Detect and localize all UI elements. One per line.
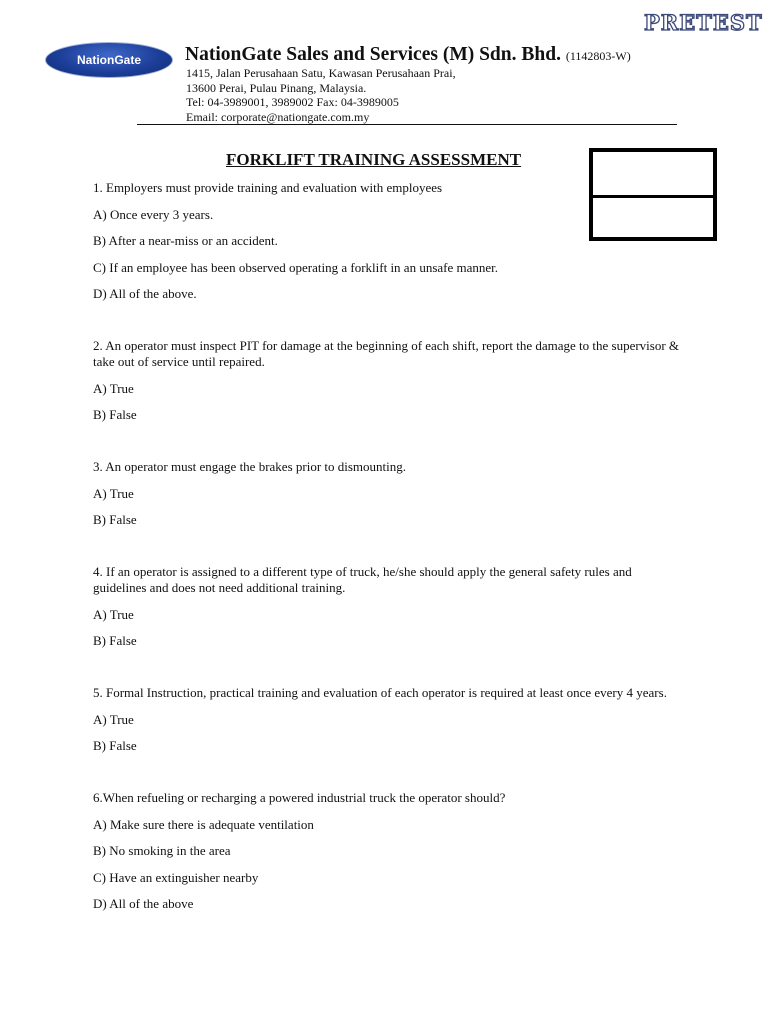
company-address [186, 66, 456, 124]
question-5 [93, 685, 683, 754]
email-line: Email: corporate@nationgate.com.my [186, 109, 370, 124]
pretest-stamp: PRETEST [644, 10, 763, 35]
answer-option: B) No smoking in the area [93, 843, 231, 858]
question-3 [93, 459, 683, 528]
answer-option: A) True [93, 380, 134, 396]
answer-option: A) Once every 3 years. [93, 206, 214, 222]
answer-option: C) If an employee has been observed operating a forklift in an unsafe manner. [93, 259, 499, 275]
answer-option: B) False [93, 512, 137, 527]
question-text: 2. An operator must inspect PIT for damage at the beginning of each shift, report the damage to the supervisor & take out of service until repaired. [93, 338, 680, 369]
company-name: NationGate Sales and Services (M) Sdn. Bhd. [185, 44, 561, 65]
company-name-line [185, 44, 631, 66]
question-6 [93, 790, 683, 912]
question-list [93, 180, 683, 923]
question-text: 4. If an operator is assigned to a different type of truck, he/she should apply the general safety rules and guidelines and does not need additional training. [93, 564, 632, 595]
answer-option: B) False [93, 633, 137, 648]
address-line: 13600 Perai, Pulau Pinang, Malaysia. [186, 80, 367, 95]
question-text: 3. An operator must engage the brakes prior to dismounting. [93, 459, 407, 474]
question-text: 6.When refueling or recharging a powered industrial truck the operator should? [93, 790, 506, 805]
answer-option: A) True [93, 606, 134, 622]
question-1 [93, 180, 683, 302]
answer-option: B) After a near-miss or an accident. [93, 233, 278, 248]
answer-option: A) Make sure there is adequate ventilation [93, 816, 314, 832]
question-2 [93, 338, 683, 423]
answer-option: A) True [93, 485, 134, 501]
answer-option: D) All of the above. [93, 286, 197, 301]
answer-option: C) Have an extinguisher nearby [93, 869, 259, 885]
question-4 [93, 564, 683, 649]
header-divider [137, 124, 677, 125]
answer-option: D) All of the above [93, 896, 194, 911]
phone-fax-line: Tel: 04-3989001, 3989002 Fax: 04-3989005 [186, 95, 399, 109]
answer-option: B) False [93, 407, 137, 422]
answer-option: B) False [93, 738, 137, 753]
address-line: 1415, Jalan Perusahaan Satu, Kawasan Perusahaan Prai, [186, 66, 456, 80]
answer-option: A) True [93, 711, 134, 727]
nationgate-logo [45, 42, 173, 78]
logo-text: NationGate [76, 53, 141, 67]
question-text: 5. Formal Instruction, practical training and evaluation of each operator is required at least once every 4 years. [93, 685, 667, 700]
question-text: 1. Employers must provide training and evaluation with employees [93, 180, 443, 195]
assessment-title: FORKLIFT TRAINING ASSESSMENT [226, 150, 522, 169]
company-reg-number: (1142803-W) [565, 49, 631, 63]
